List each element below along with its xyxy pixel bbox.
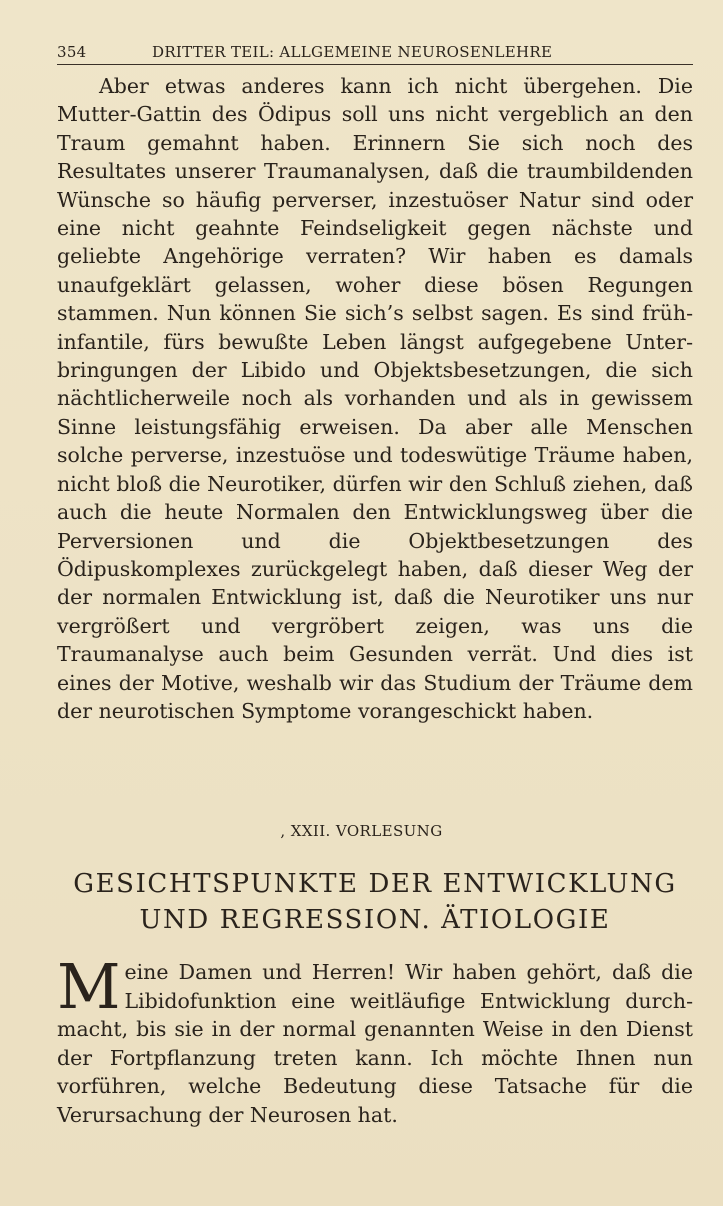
page-number: 354 [57,43,87,61]
chapter-title-line: UND REGRESSION. ÄTIOLOGIE [139,905,611,935]
chapter-title [50,866,700,938]
running-head [57,40,693,65]
drop-cap: M [57,950,121,1023]
lecture-label: , XXII. VORLESUNG [280,822,443,840]
chapter-title-line: GESICHTSPUNKTE DER ENTWICKLUNG [73,869,677,899]
intro-text: eine Damen und Herren! Wir haben gehört, daß die Libidofunktion eine weitläufige Entwicklung durchmacht, bis sie in der normal genannten Weise in den Dienst der Fortpflanzung treten kann. Ich möchte Ihnen nun vorführen, welche Bedeutung diese Tatsache für die Verursachung der Neurosen hat. [57,960,693,1127]
body-text [57,72,693,725]
intro-paragraph [57,950,693,1130]
header-title: DRITTER TEIL: ALLGEMEINE NEUROSENLEHRE [152,43,553,61]
paragraph: Aber etwas anderes kann ich nicht übergehen. Die Mutter-Gattin des Ödipus soll uns nicht vergeblich an den Traum gemahnt haben. Erinnern Sie sich noch des Resultates unserer Traumanalysen, daß die traumbildenden Wünsche so häufig perverser, inzestuöser Natur sind oder eine nicht geahnte Feindseligkeit gegen nächste und geliebte Angehörige verraten? Wir haben es damals unaufgeklärt gelassen, woher diese bösen Regungen stammen. Nun können Sie sich’s selbst sagen. Es sind frühinfantile, fürs bewußte Leben längst aufgegebene Unterbringungen der Libido und Objektsbesetzungen, die sich nächtlicherweile noch als vorhanden und als in gewissem Sinne leistungsfähig erweisen. Da aber alle Menschen solche perverse, inzestuöse und todeswütige Träume haben, nicht bloß die Neurotiker, dürfen wir den Schluß ziehen, daß auch die heute Normalen den Entwicklungsweg über die Perversionen und die Objektbesetzungen des Ödipuskomplexes zurückgelegt haben, daß dieser Weg der der normalen Entwicklung ist, daß die Neurotiker uns nur vergrößert und vergröbert zeigen, was uns die Traumanalyse auch beim Gesunden verrät. Und dies ist eines der Motive, weshalb wir das Studium der Träume dem der neurotischen Symptome vorangeschickt haben. [57,74,693,723]
